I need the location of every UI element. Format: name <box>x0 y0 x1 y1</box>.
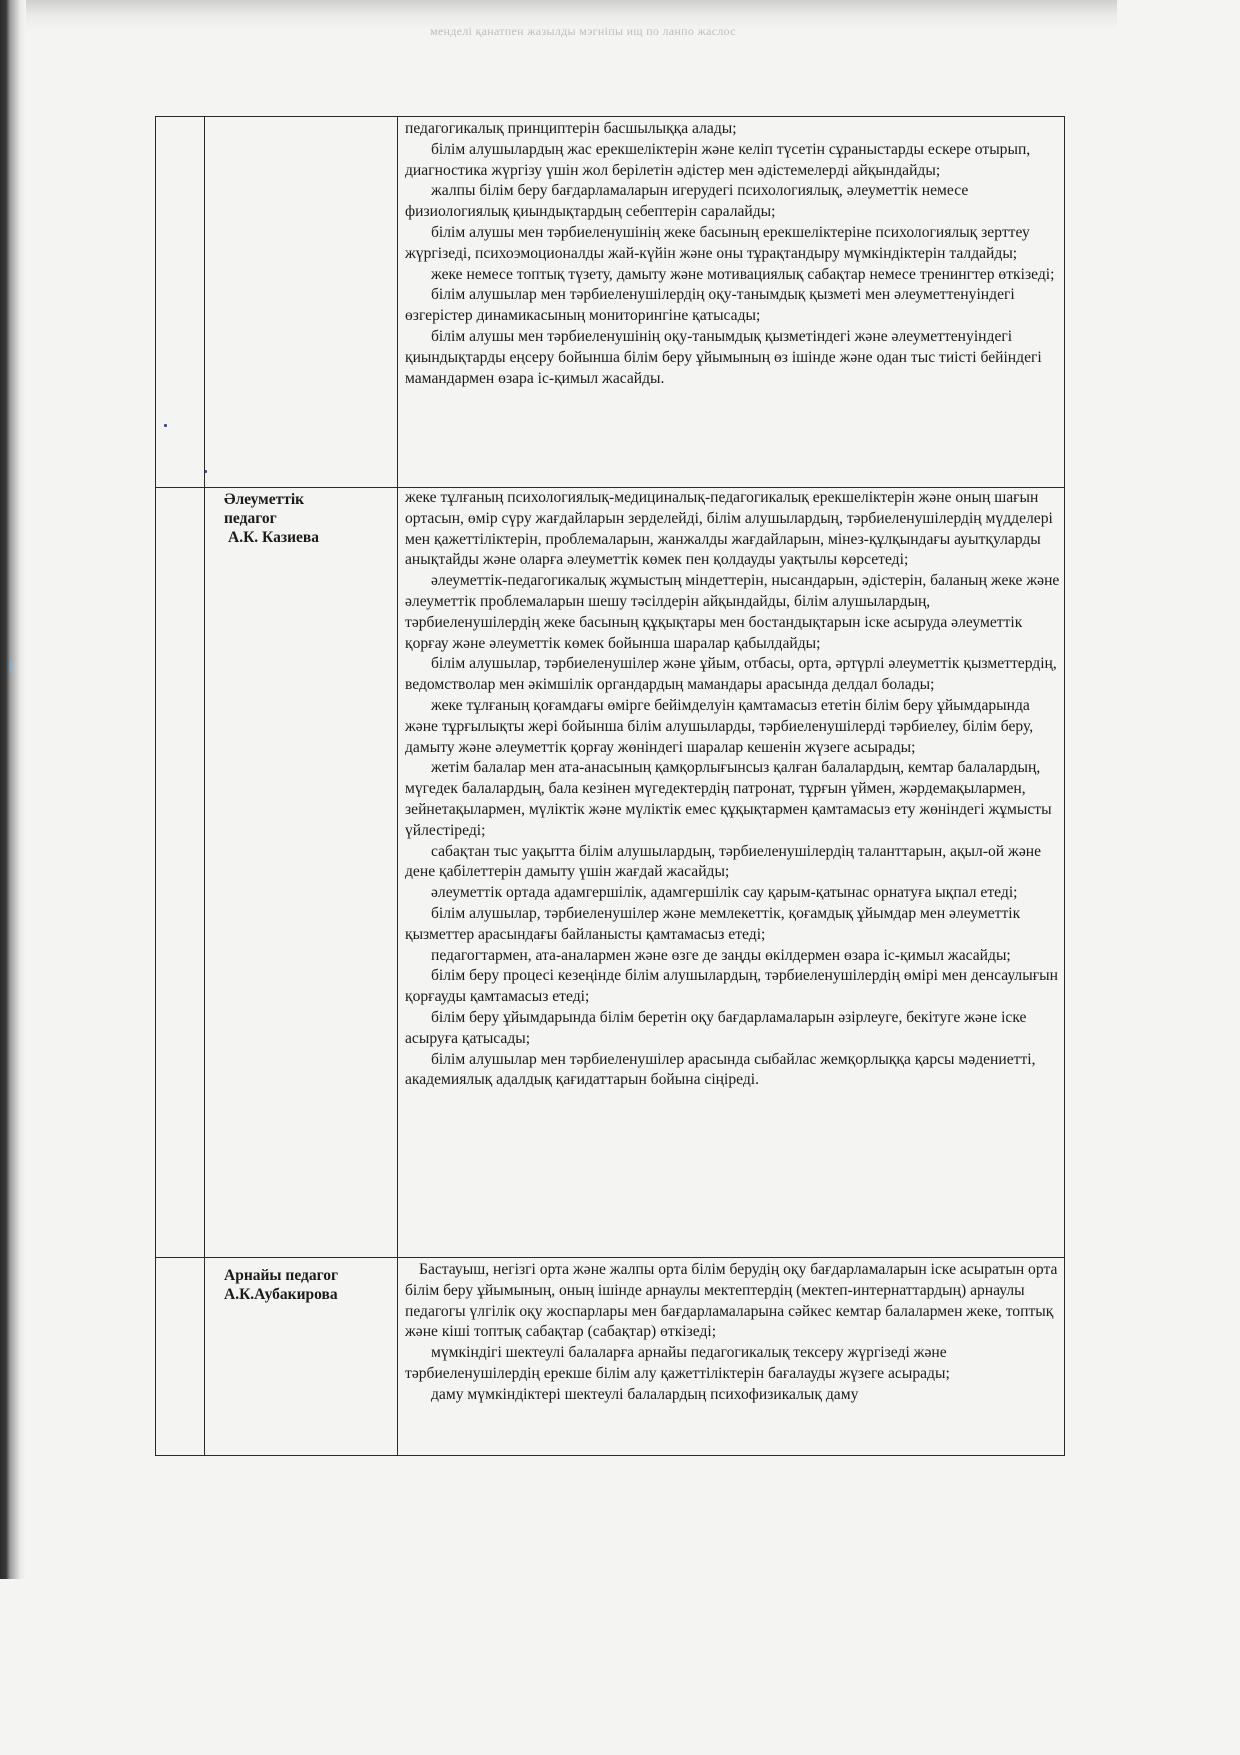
table-col-divider-1 <box>204 117 205 1455</box>
row-3-position-cell <box>224 1266 394 1304</box>
position-title-cont: педагог <box>224 510 277 527</box>
duties-table <box>155 116 1065 1456</box>
employee-name: А.К. Казиева <box>228 529 320 546</box>
table-col-divider-2 <box>397 117 398 1455</box>
duty-paragraph: әлеуметтік ортада адамгершілік, адамгершілік сау қарым-қатынас орнатуға ықпал етеді; <box>431 884 1018 902</box>
scan-left-edge <box>0 0 26 1579</box>
row-1-duties-cell <box>405 119 1062 389</box>
row-3-duties-cell <box>405 1260 1062 1406</box>
duty-paragraph: білім беру процесі кезеңінде білім алушылардың, тәрбиеленушілердің өмірі мен денсаулығын қорғауды қамтамасыз етеді; <box>405 967 1058 1006</box>
duty-paragraph: педагогтармен, ата-аналармен және өзге де заңды өкілдермен өзара іс-қимыл жасайды; <box>431 946 1011 964</box>
duty-paragraph: әлеуметтік-педагогикалық жұмыстың міндеттерін, нысандарын, әдістерін, баланың жеке және әлеуметтік проблемаларын шешу тәсілдерін айқындайды, білім алушылардың, тәрбиеленушілердің жеке басының құқықтары мен бостандықтарын іске асыруда әлеуметтік қорғау және әлеуметтік көмек бойынша шаралар қабылдайды; <box>405 572 1060 652</box>
duty-paragraph: білім алушылардың жас ерекшеліктерін және келіп түсетін сұраныстарды ескере отырып, диагностика жүргізу үшін жол берілетін әдістер мен әдістемелерді айқындайды; <box>405 140 1031 179</box>
employee-name: А.К.Аубакирова <box>224 1286 338 1303</box>
duty-paragraph: педагогикалық принциптерін басшылыққа алады; <box>405 120 737 137</box>
duty-paragraph: білім алушы мен тәрбиеленушінің оқу-танымдық қызметіндегі және әлеуметтенуіндегі қиындықтарды еңсеру бойынша білім беру ұйымының өз ішінде және одан тыс тиісті бейіндегі мамандармен өзара іс-қимыл жасайды. <box>405 327 1042 387</box>
duty-paragraph: жетім балалар мен ата-анасының қамқорлығынсыз қалған балалардың, кемтар балалардың, мүгедек балалардың, бала кезінен мүгедектердің патронат, тұрғын үймен, жәрдемақылармен, зейнетақылармен, мүліктік және мүліктік емес құқықтармен қамтамасыз ету жөніндегі жұмысты үйлестіреді; <box>405 759 1052 839</box>
duty-paragraph: жалпы білім беру бағдарламаларын игерудегі психологиялық, әлеуметтік немесе физиологиялық қиындықтардың себептерін саралайды; <box>405 182 969 221</box>
duty-paragraph: жеке тұлғаның психологиялық-медициналық-педагогикалық ерекшеліктерін және оның шағын ортасын, өмір сүру жағдайларын зерделейді, білім алушылардың, тәрбиеленушілердің мүдделері мен қажеттіліктерін, проблемаларын, жанжалды жағдайларын, мінез-құлқындағы ауытқуларды анықтайды және оларға әлеуметтік көмек пен қолдауды уақтылы көрсетеді; <box>405 489 1053 569</box>
position-title: Арнайы педагог <box>224 1267 339 1284</box>
duty-paragraph: даму мүмкіндіктері шектеулі балалардың психофизикалық даму <box>431 1385 859 1403</box>
duty-paragraph: білім алушылар мен тәрбиеленушілердің оқу-танымдық қызметі мен әлеуметтенуіндегі өзгерістер динамикасының мониторингіне қатысады; <box>405 286 1015 325</box>
duty-paragraph: білім беру ұйымдарында білім беретін оқу бағдарламаларын әзірлеуге, бекітуге және іске асыруға қатысады; <box>405 1008 1027 1047</box>
position-title: Әлеуметтік <box>224 491 305 508</box>
duty-paragraph: білім алушылар, тәрбиеленушілер және ұйым, отбасы, орта, әртүрлі әлеуметтік қызметтердің, ведомстволар мен әкімшілік органдардың мамандары арасында делдал болады; <box>405 655 1057 694</box>
duty-paragraph: білім алушы мен тәрбиеленушінің жеке басының ерекшеліктеріне психологиялық зерттеу жүргізеді, психоэмоционалды жай-күйін және оны тұрақтандыру мүмкіндіктерін талдайды; <box>405 223 1030 262</box>
duty-paragraph: Бастауыш, негізгі орта және жалпы орта білім берудің оқу бағдарламаларын іске асыратын орта білім беру ұйымының, оның ішінде арнаулы мектептердің (мектеп-интернаттардың) арнаулы педагогы үлгілік оқу жоспарлары мен бағдарламаларына сәйкес кемтар балалармен жеке, топтық және кіші топтық сабақтар (сабақтар) өткізеді; <box>405 1261 1058 1341</box>
duty-paragraph: мүмкіндігі шектеулі балаларға арнайы педагогикалық тексеру жүргізеді және тәрбиеленушілердің ерекше білім алу қажеттіліктерін бағалауды жүзеге асырады; <box>405 1344 950 1382</box>
duty-paragraph: жеке тұлғаның қоғамдағы өмірге бейімделуін қамтамасыз ететін білім беру ұйымдарында және тұрғылықты жері бойынша білім алушыларды, тәрбиеленушілерді тәрбиелеу, білім беру, дамыту және әлеуметтік қорғау жөніндегі шаралар кешенін жүзеге асырады; <box>405 696 1034 756</box>
table-row-divider-2 <box>156 1257 1064 1258</box>
row-2-position-cell <box>224 490 394 547</box>
header-bleed-through-text: менделі қанатпен жазылды мэгніпы ищ по ланпо жаслос <box>430 24 736 38</box>
duty-paragraph: жеке немесе топтық түзету, дамыту және мотивациялық сабақтар немесе тренингтер өткізеді; <box>431 265 1055 283</box>
row-2-duties-cell <box>405 488 1062 1091</box>
duty-paragraph: білім алушылар мен тәрбиеленушілер арасында сыбайлас жемқорлыққа қарсы мәдениетті, академиялық адалдық қағидаттарын бойына сіңіреді. <box>405 1050 1036 1089</box>
duty-paragraph: білім алушылар, тәрбиеленушілер және мемлекеттік, қоғамдық ұйымдар мен әлеуметтік қызметтер арасындағы байланысты қамтамасыз етеді; <box>405 904 1021 943</box>
duty-paragraph: сабақтан тыс уақытта білім алушылардың, тәрбиеленушілердің таланттарын, ақыл-ой және дене қабілеттерін дамыту үшін жағдай жасайды; <box>405 842 1042 881</box>
scan-ink-mark <box>10 660 12 674</box>
